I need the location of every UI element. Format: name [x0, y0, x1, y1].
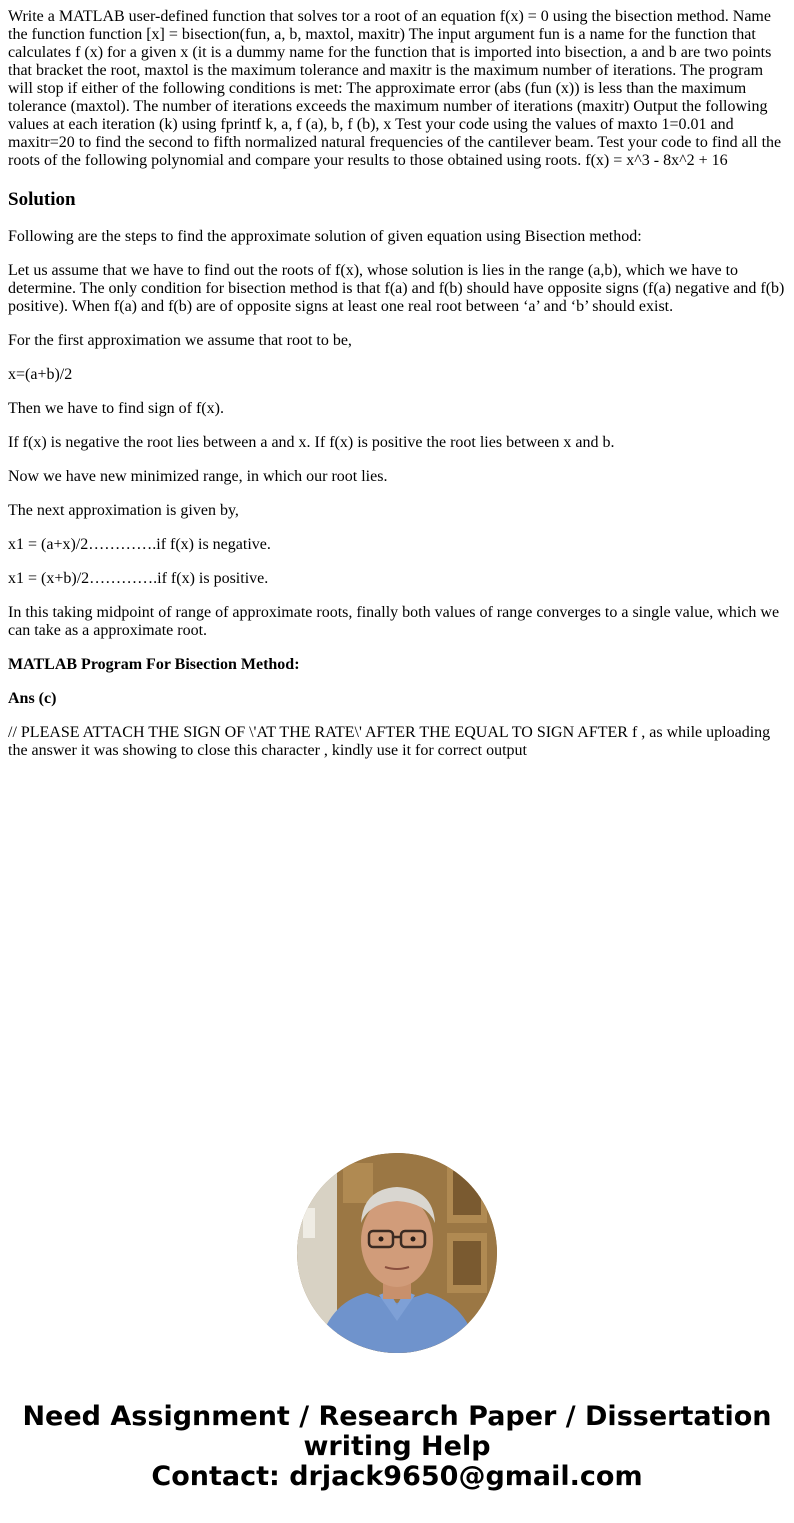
solution-paragraph: x1 = (x+b)/2………….if f(x) is positive. — [8, 570, 269, 587]
solution-paragraph: If f(x) is negative the root lies between a and x. If f(x) is positive the root lies between x and b. — [8, 434, 615, 451]
author-avatar — [297, 1153, 497, 1353]
upload-note: // PLEASE ATTACH THE SIGN OF \'AT THE RATE\' AFTER THE EQUAL TO SIGN AFTER f , as while uploading the answer it was showing to close this character , kindly use it for correct output — [8, 724, 771, 759]
solution-paragraph: Let us assume that we have to find out the roots of f(x), whose solution is lies in the range (a,b), which we have to determine. The only condition for bisection method is that f(a) and f(b) should have opposite signs (f(a) negative and f(b) positive). When f(a) and f(b) are of opposite signs at least one real root between ‘a’ and ‘b’ should exist. — [8, 262, 785, 315]
promo-line: Need Assignment / Research Paper / Dissertation — [22, 1401, 772, 1432]
question-text: Write a MATLAB user-defined function that solves tor a root of an equation f(x) = 0 using the bisection method. Name the function function [x] = bisection(fun, a, b, maxtol, maxitr) The input argument fun is a name for the function that calculates f (x) for a given x (it is a dummy name for the function that is imported into bisection, a and b are two points that bracket the root, maxtol is the maximum tolerance and maxitr is the maximum number of iterations. The program will stop if either of the following conditions is met: The approximate error (abs (fun (x)) is less than the maximum tolerance (maxtol). The number of iterations exceeds the maximum number of iterations (maxitr) Output the following values at each iteration (k) using fprintf k, a, f (a), b, f (b), x Test your code using the values of maxto 1=0.01 and maxitr=20 to find the second to fifth normalized natural frequencies of the cantilever beam. Test your code to find all the roots of the following polynomial and compare your results to those obtained using roots. f(x) = x^3 - 8x^2 + 16 — [8, 8, 782, 169]
solution-paragraph: x1 = (a+x)/2………….if f(x) is negative. — [8, 536, 271, 553]
solution-paragraph: Then we have to find sign of f(x). — [8, 400, 224, 417]
promo-line: writing Help — [303, 1431, 491, 1462]
solution-paragraph: x=(a+b)/2 — [8, 366, 73, 383]
solution-paragraph: For the first approximation we assume that root to be, — [8, 332, 352, 349]
author-photo — [297, 1153, 497, 1353]
solution-paragraph: In this taking midpoint of range of approximate roots, finally both values of range converges to a single value, which we can take as a approximate root. — [8, 604, 780, 639]
promo-banner — [0, 1402, 794, 1492]
promo-contact: Contact: drjack9650@gmail.com — [151, 1461, 643, 1492]
document-body — [8, 8, 786, 776]
solution-heading: Solution — [8, 189, 76, 210]
answer-label: Ans (c) — [8, 690, 57, 707]
program-heading: MATLAB Program For Bisection Method: — [8, 656, 300, 673]
solution-paragraph: The next approximation is given by, — [8, 502, 239, 519]
solution-paragraph: Following are the steps to find the approximate solution of given equation using Bisection method: — [8, 228, 642, 245]
solution-paragraph: Now we have new minimized range, in which our root lies. — [8, 468, 388, 485]
